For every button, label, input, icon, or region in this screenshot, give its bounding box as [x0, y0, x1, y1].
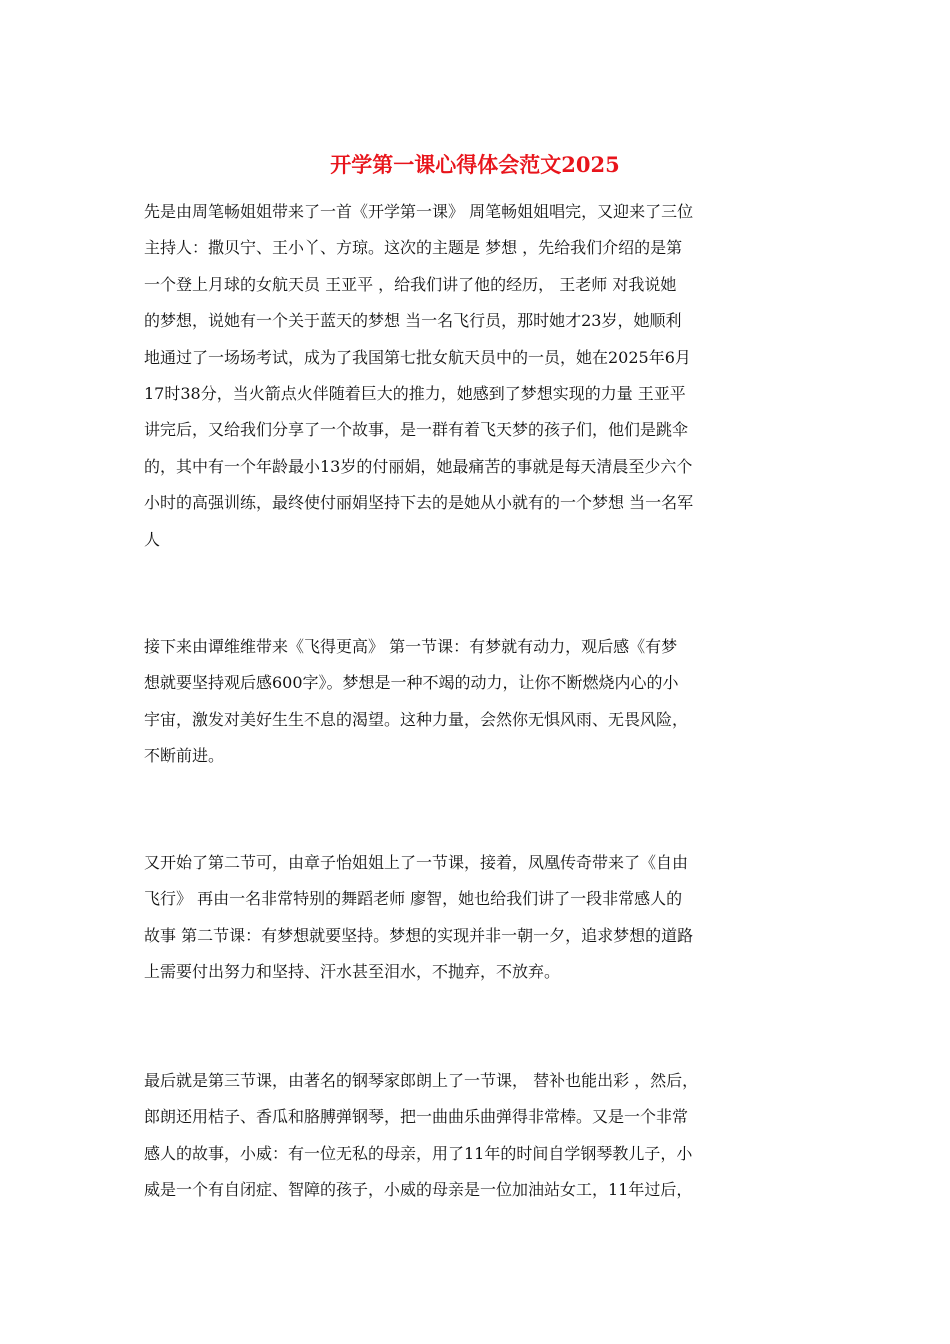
text-line: 最后就是第三节课，由著名的钢琴家郎朗上了一节课， 替补也能出彩 ，然后，	[144, 1071, 699, 1090]
text-line: 小时的高强训练，最终使付丽娟坚持下去的是她从小就有的一个梦想 当一名军	[144, 493, 694, 513]
text-line: 人	[144, 529, 161, 549]
text-line: 飞行》 再由一名非常特别的舞蹈老师 廖智，她也给我们讲了一段非常感人的	[144, 889, 683, 909]
text-line: 宇宙，激发对美好生生不息的渴望。这种力量，会然你无惧风雨、无畏风险，	[144, 709, 689, 729]
text-line: 先是由周笔畅姐姐带来了一首《开学第一课》 周笔畅姐姐唱完，又迎来了三位	[144, 202, 694, 221]
text-line: 接下来由谭维维带来《飞得更高》 第一节课：有梦就有动力，观后感《有梦	[144, 637, 678, 656]
text-line: 一个登上月球的女航天员 王亚平 ，给我们讲了他的经历， 王老师 对我说她	[144, 274, 677, 294]
text-line: 的，其中有一个年龄最小13岁的付丽娟，她最痛苦的事就是每天清晨至少六个	[144, 456, 693, 476]
text-line: 地通过了一场场考试，成为了我国第七批女航天员中的一员，她在2025年6月	[144, 347, 691, 367]
text-line: 的梦想，说她有一个关于蓝天的梦想 当一名飞行员，那时她才23岁，她顺利	[144, 311, 682, 331]
text-line: 主持人：撒贝宁、王小丫、方琼。这次的主题是 梦想 ，先给我们介绍的是第	[144, 238, 683, 258]
paragraph-opening-song	[144, 194, 824, 558]
text-line: 又开始了第二节可，由章子怡姐姐上了一节课，接着，凤凰传奇带来了《自由	[144, 853, 689, 872]
text-line: 不断前进。	[144, 746, 225, 766]
paragraph-first-lesson	[144, 629, 824, 775]
paragraph-second-lesson	[144, 845, 824, 991]
text-line: 故事 第二节课：有梦想就要坚持。梦想的实现并非一朝一夕，追求梦想的道路	[144, 925, 694, 945]
text-line: 想就要坚持观后感600字》。梦想是一种不竭的动力，让你不断燃烧内心的小	[144, 673, 679, 693]
paragraph-third-lesson	[144, 1063, 824, 1209]
text-line: 感人的故事，小威：有一位无私的母亲，用了11年的时间自学钢琴教儿子，小	[144, 1143, 693, 1163]
text-line: 威是一个有自闭症、智障的孩子，小威的母亲是一位加油站女工，11年过后，	[144, 1180, 693, 1200]
text-line: 上需要付出努力和坚持、汗水甚至泪水，不抛弃，不放弃。	[144, 962, 561, 982]
text-line: 郎朗还用桔子、香瓜和胳膊弹钢琴，把一曲曲乐曲弹得非常棒。又是一个非常	[144, 1107, 689, 1127]
text-line: 讲完后，又给我们分享了一个故事，是一群有着飞天梦的孩子们，他们是跳伞	[144, 420, 689, 440]
text-line: 17时38分，当火箭点火伴随着巨大的推力，她感到了梦想实现的力量 王亚平	[144, 384, 686, 404]
document-title: 开学第一课心得体会范文2025	[330, 152, 620, 177]
